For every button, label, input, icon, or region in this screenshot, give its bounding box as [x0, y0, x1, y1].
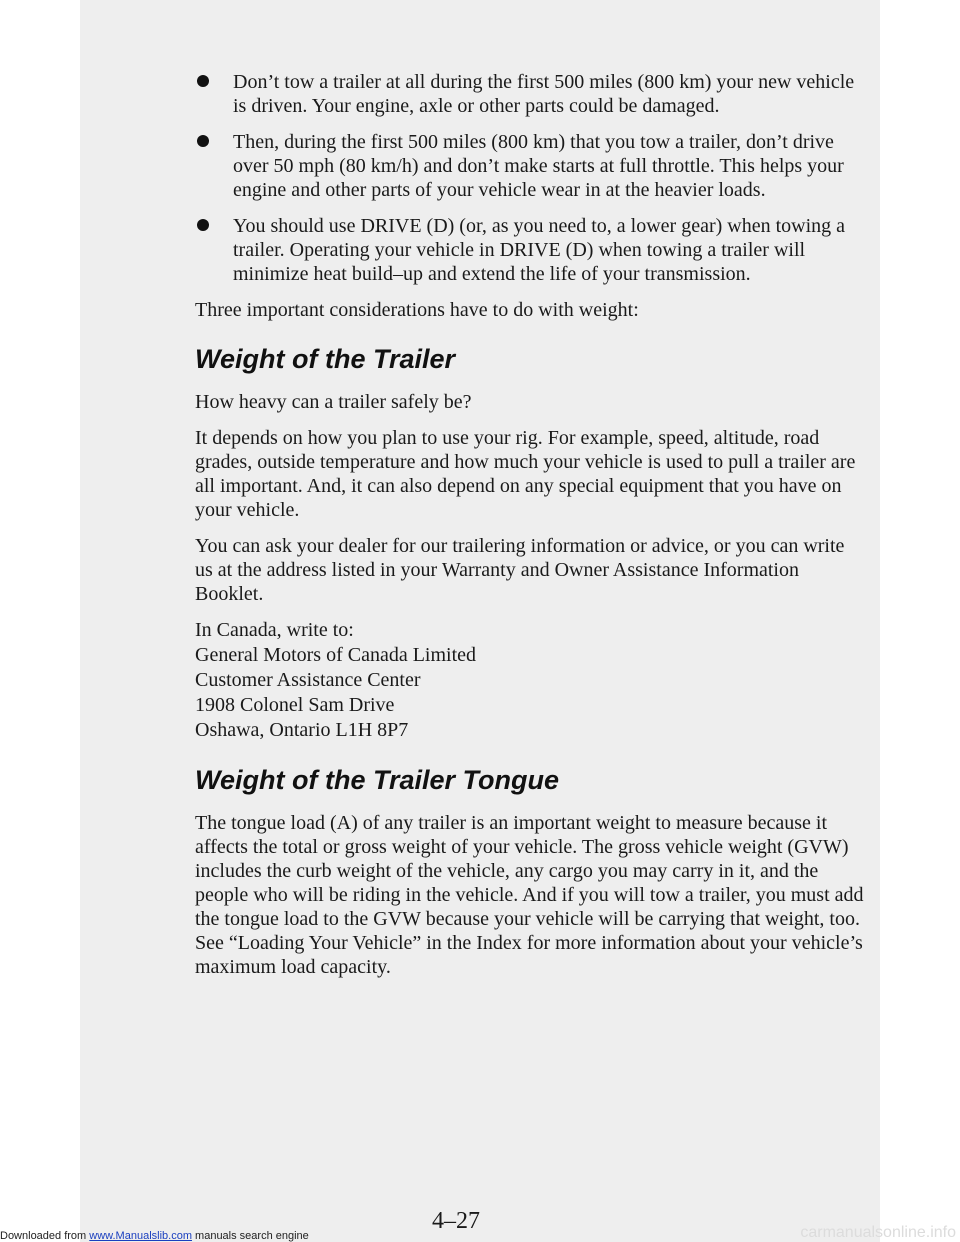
address-line: Oshawa, Ontario L1H 8P7 — [195, 719, 409, 741]
section-heading-tongue-weight: Weight of the Trailer Tongue — [195, 765, 560, 795]
address-line: 1908 Colonel Sam Drive — [195, 694, 395, 716]
bullet-dot — [197, 75, 209, 87]
bullet-item — [195, 214, 865, 286]
footer-prefix: Downloaded from — [0, 1230, 90, 1242]
address-line: In Canada, write to: — [195, 619, 354, 641]
mailing-address — [195, 618, 865, 743]
paragraph: How heavy can a trailer safely be? — [195, 391, 472, 413]
footer-suffix: manuals search engine — [191, 1230, 309, 1242]
page-number: 4–27 — [432, 1208, 480, 1234]
intro-text: Three important considerations have to do with weight: — [195, 299, 639, 321]
download-footer — [0, 1230, 309, 1242]
bullet-dot — [197, 219, 209, 231]
manualslib-link[interactable]: www.Manualslib.com — [89, 1230, 192, 1242]
page-content — [195, 70, 865, 991]
paragraph: You can ask your dealer for our trailering information or advice, or you can write us at the address listed in your Warranty and Owner Assistance Information Booklet. — [195, 535, 845, 605]
paragraph: The tongue load (A) of any trailer is an important weight to measure because it affects the total or gross weight of your vehicle. The gross vehicle weight (GVW) includes the curb weight of the vehicle, any cargo you may carry in it, and the people who will be riding in the vehicle. And if you will tow a trailer, you must add the tongue load to the GVW because your vehicle will be carrying that weight, too. See “Loading Your Vehicle” in the Index for more information about your vehicle’s maximum load capacity. — [195, 812, 864, 978]
bullet-text: Then, during the first 500 miles (800 km) that you tow a trailer, don’t drive over 50 mph (80 km/h) and don’t make starts at full throttle. This helps your engine and other parts of your vehicle wear in at the heavier loads. — [233, 131, 844, 201]
watermark: carmanualsonline.info — [800, 1224, 956, 1241]
bullet-text: You should use DRIVE (D) (or, as you need to, a lower gear) when towing a trailer. Operating your vehicle in DRIVE (D) when towing a trailer will minimize heat build–up and extend the life of your transmission. — [233, 215, 846, 285]
address-line: General Motors of Canada Limited — [195, 644, 477, 666]
bullet-item — [195, 70, 865, 118]
bullet-text: Don’t tow a trailer at all during the first 500 miles (800 km) your new vehicle is driven. Your engine, axle or other parts could be damaged. — [233, 71, 855, 117]
section-heading-trailer-weight: Weight of the Trailer — [195, 344, 456, 374]
bullet-dot — [197, 135, 209, 147]
paragraph: It depends on how you plan to use your rig. For example, speed, altitude, road grades, outside temperature and how much your vehicle is used to pull a trailer are all important. And, it can also depend on any special equipment that you have on your vehicle. — [195, 427, 856, 521]
bullet-item — [195, 130, 865, 202]
address-line: Customer Assistance Center — [195, 669, 421, 691]
